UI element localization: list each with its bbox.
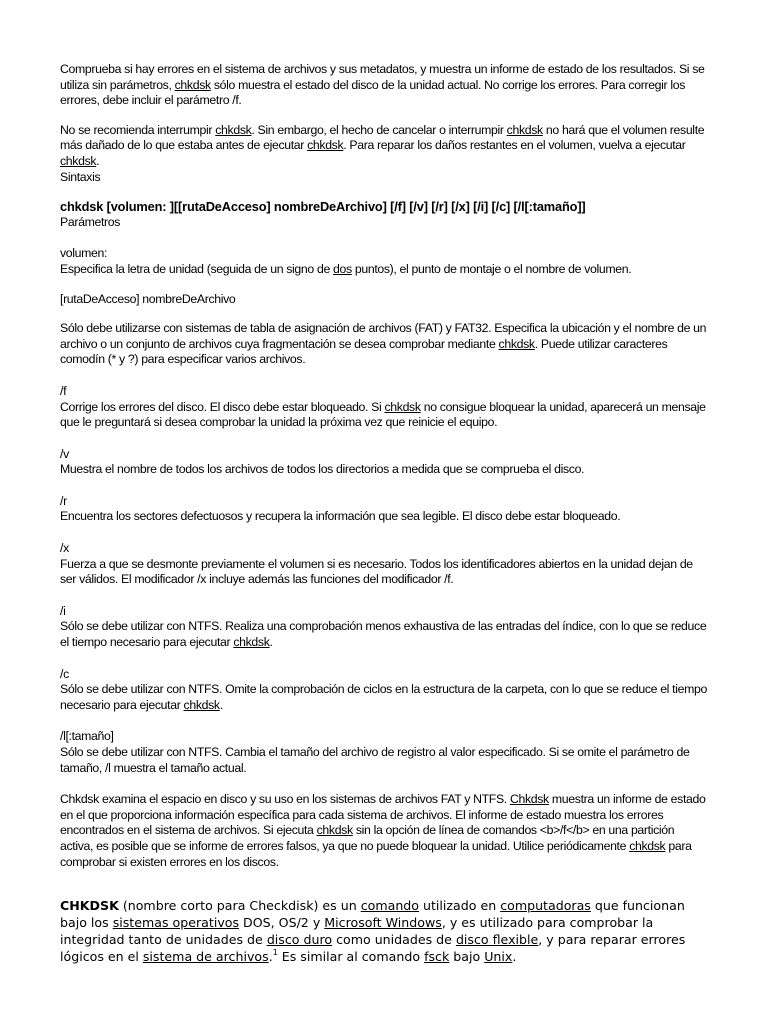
- interrupt-text: . Sin embargo, el hecho de cancelar o interrumpir: [251, 122, 507, 137]
- intro-text: sólo muestra el estado del disco de la unidad actual. No corrige los errores. Para corregir los errores, debe incluir el parámetro /f.: [60, 77, 686, 108]
- chkdsk-term: chkdsk: [215, 122, 252, 137]
- chkdsk-term: chkdsk: [307, 138, 344, 153]
- param-text: .: [269, 635, 273, 650]
- link-sistema-de-archivos[interactable]: sistema de archivos: [142, 949, 269, 964]
- link-disco-duro[interactable]: disco duro: [266, 932, 333, 947]
- chkdsk-term: chkdsk: [60, 153, 97, 168]
- link-microsoft-windows[interactable]: Microsoft Windows: [324, 915, 442, 930]
- param-text: .: [219, 697, 223, 712]
- link-sistemas-operativos[interactable]: sistemas operativos: [112, 915, 240, 930]
- interrupt-text: No se recomienda interrumpir: [60, 122, 216, 137]
- chkdsk-term: Chkdsk: [509, 792, 549, 807]
- param-v-description: Muestra el nombre de todos los archivos de todos los directorios a medida que se comprueba el disco.: [60, 462, 585, 477]
- wiki-text: , y es utilizado para comprobar la integridad tanto de unidades de: [60, 915, 654, 947]
- intro-text: Comprueba si hay errores en el sistema de archivos y sus metadatos, y muestra un informe de estado de los resultados. Si se utiliza sin parámetros,: [60, 62, 705, 92]
- param-v-name: /v: [60, 446, 69, 461]
- wiki-paragraph: [60, 897, 710, 965]
- param-f-name: /f: [60, 383, 67, 398]
- syntax-heading: Sintaxis: [60, 169, 101, 184]
- wiki-text: (nombre corto para Checkdisk) es un: [118, 898, 361, 913]
- param-c-name: /c: [60, 666, 69, 681]
- chkdsk-term: chkdsk: [316, 823, 353, 838]
- footnote-reference[interactable]: 1: [272, 948, 278, 957]
- wiki-text: que funcionan bajo los: [60, 898, 685, 930]
- param-r-name: /r: [60, 493, 67, 508]
- param-i-name: /i: [60, 603, 66, 618]
- param-text: . Puede utilizar caracteres comodín (* y ?) para especificar varios archivos.: [60, 336, 668, 367]
- link-comando[interactable]: comando: [360, 898, 419, 913]
- wiki-text: como unidades de: [332, 932, 456, 947]
- param-text: puntos), el punto de montaje o el nombre de volumen.: [351, 261, 632, 276]
- chkdsk-term: chkdsk: [506, 122, 543, 137]
- summary-text: sin la opción de línea de comandos <b>/f</b> en una partición activa, es posible que se informe de errores falsos, ya que no puede bloquear la unidad. Utilice periódicamente: [60, 823, 675, 853]
- param-r-description: Encuentra los sectores defectuosos y recupera la información que sea legible. El disco debe estar bloqueado.: [60, 509, 621, 524]
- link-computadoras[interactable]: computadoras: [500, 898, 591, 913]
- wiki-text: utilizado en: [419, 898, 501, 913]
- intro-paragraph: [60, 62, 708, 109]
- wiki-text: DOS, OS/2 y: [239, 915, 325, 930]
- param-text: Sólo debe utilizarse con sistemas de tabla de asignación de archivos (FAT) y FAT32. Especifica la ubicación y el nombre de un archivo o un conjunto de archivos cuya fragmentación se desea comprobar mediante: [60, 321, 707, 351]
- wiki-text: Es similar al comando: [277, 949, 425, 964]
- param-f-description: [60, 400, 708, 431]
- param-volumen-description: [60, 262, 708, 278]
- interrupt-text: no hará que el volumen resulte más dañado de lo que estaba antes de ejecutar: [60, 122, 705, 153]
- summary-text: Chkdsk examina el espacio en disco y su uso en los sistemas de archivos FAT y NTFS.: [60, 792, 510, 807]
- wiki-text: , y para reparar errores lógicos en el: [60, 932, 686, 964]
- wiki-text: .: [268, 949, 273, 964]
- wiki-text: .: [512, 949, 517, 964]
- param-x-description: Fuerza a que se desmonte previamente el volumen si es necesario. Todos los identificadores abiertos en la unidad dejan de ser válidos. El modificador /x incluye además las funciones del modificador /f.: [60, 556, 693, 587]
- summary-text: para comprobar si existen errores en los discos.: [60, 838, 692, 869]
- param-text: no consigue bloquear la unidad, aparecerá un mensaje que le preguntará si desea comprobar la unidad la próxima vez que reinicie el equipo.: [60, 399, 706, 430]
- param-volumen-name: volumen:: [60, 246, 108, 261]
- dos-term: dos: [333, 261, 352, 276]
- param-text: Sólo se debe utilizar con NTFS. Realiza una comprobación menos exhaustiva de las entradas del índice, con lo que se reduce el tiempo necesario para ejecutar: [60, 619, 707, 650]
- interrupt-text: .: [96, 153, 100, 168]
- link-disco-flexible[interactable]: disco flexible: [455, 932, 539, 947]
- link-unix[interactable]: Unix: [484, 949, 513, 964]
- param-text: Corrige los errores del disco. El disco debe estar bloqueado. Si: [60, 399, 385, 414]
- param-text: Especifica la letra de unidad (seguida de un signo de: [60, 261, 334, 276]
- syntax-line: chkdsk [volumen: ][[rutaDeAcceso] nombreDeArchivo] [/f] [/v] [/r] [/x] [/i] [/c] [/l[:tamaño]]: [60, 199, 586, 215]
- param-c-description: [60, 682, 708, 713]
- chkdsk-term: chkdsk: [629, 838, 666, 853]
- interrupt-text: . Para reparar los daños restantes en el volumen, vuelva a ejecutar: [343, 138, 686, 153]
- summary-text: muestra un informe de estado en el que proporciona información específica para cada sistema de archivos. El informe de estado muestra los errores encontrados en el sistema de archivos. Si ejecuta: [60, 792, 706, 838]
- param-x-name: /x: [60, 541, 69, 556]
- chkdsk-term: chkdsk: [384, 399, 421, 414]
- param-text: Sólo se debe utilizar con NTFS. Omite la comprobación de ciclos en la estructura de la carpeta, con lo que se reduce el tiempo necesario para ejecutar: [60, 682, 707, 712]
- chkdsk-term: chkdsk: [498, 336, 535, 351]
- param-ruta-description: [60, 321, 708, 368]
- wiki-text: bajo: [449, 949, 485, 964]
- document-body: [60, 62, 708, 870]
- interrupt-paragraph: [60, 123, 708, 170]
- param-i-description: [60, 619, 708, 650]
- summary-paragraph: [60, 792, 708, 870]
- chkdsk-term: chkdsk: [183, 697, 220, 712]
- chkdsk-term: chkdsk: [233, 635, 270, 650]
- parameters-heading: Parámetros: [60, 214, 121, 229]
- param-l-name: /l[:tamaño]: [60, 729, 114, 744]
- chkdsk-term: chkdsk: [174, 77, 211, 92]
- param-l-description: Sólo se debe utilizar con NTFS. Cambia el tamaño del archivo de registro al valor especificado. Si se omite el parámetro de tamaño, /l muestra el tamaño actual.: [60, 745, 690, 775]
- param-ruta-name: [rutaDeAcceso] nombreDeArchivo: [60, 291, 236, 306]
- link-fsck[interactable]: fsck: [424, 949, 450, 964]
- chkdsk-bold-term: CHKDSK: [60, 898, 119, 913]
